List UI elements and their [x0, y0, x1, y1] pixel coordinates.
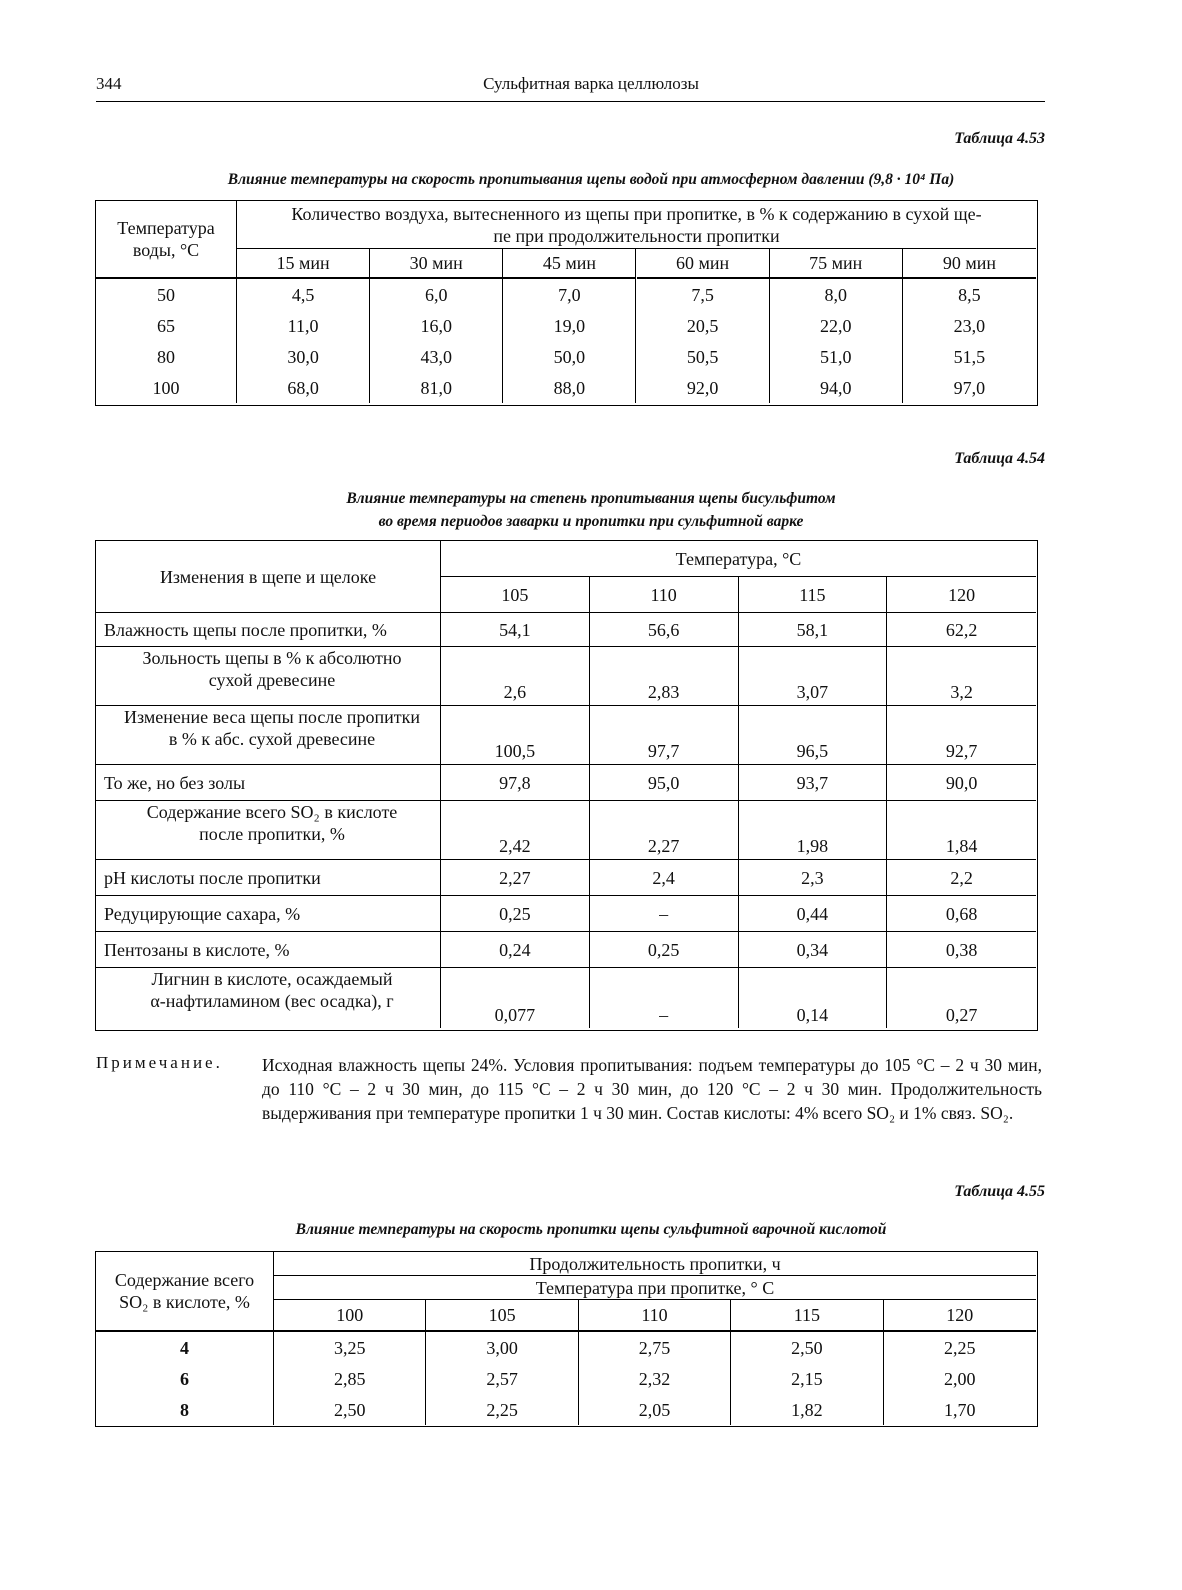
table-cell: 2,3	[739, 860, 888, 896]
table-cell: 3,25	[274, 1332, 426, 1363]
row-header-line: Содержание всего	[114, 1270, 255, 1290]
table-cell: 2,25	[426, 1394, 578, 1425]
table-cell: 2,57	[426, 1363, 578, 1394]
table-cell: 2,25	[944, 1337, 976, 1358]
table-cell: 3,00	[426, 1332, 578, 1363]
column-header: 120	[887, 577, 1036, 613]
table-row-label	[96, 968, 441, 1028]
table-cell: 97,0	[953, 377, 986, 398]
table-cell: 2,75	[579, 1332, 731, 1363]
table-cell: 0,34	[739, 932, 888, 968]
table-cell: 90,0	[887, 765, 1036, 801]
table-row-label-line: Содержание всего SO₂ в кислоте	[146, 802, 398, 822]
table-cell: 7,5	[637, 279, 770, 310]
table-row-label-line: в % к абс. сухой древесине	[168, 729, 376, 749]
table-row-label-line: Лигнин в кислоте, осаждаемый	[151, 969, 393, 989]
header-rule	[96, 101, 1045, 102]
table-cell: 93,7	[739, 765, 888, 801]
table-caption-455: Влияние температуры на скорость пропитки щепы сульфитной варочной кислотой	[295, 1221, 887, 1238]
table-cell: 92,0	[637, 372, 770, 403]
table-cell: 0,25	[441, 896, 590, 932]
table-cell: 97,8	[441, 765, 590, 801]
group-subheader: Температура при пропитке, ° С	[274, 1276, 1036, 1300]
table-cell: 94,0	[770, 372, 903, 403]
table-caption-454-line2: во время периодов заварки и пропитки при сульфитной варке	[378, 513, 804, 530]
table-cell: 2,83	[590, 647, 739, 706]
table-cell: 1,84	[887, 801, 1036, 860]
table-caption-454-line1: Влияние температуры на степень пропитывания щепы бисульфитом	[346, 490, 836, 507]
table-cell: 2,2	[887, 860, 1036, 896]
table-row-label-line: Изменение веса щепы после пропитки	[124, 707, 420, 727]
table-cell: 0,077	[441, 968, 590, 1028]
row-header: Изменения в щепе и щелоке	[96, 541, 441, 613]
table-cell: 1,98	[739, 801, 888, 860]
table-cell: 22,0	[770, 310, 903, 341]
table-row-label: 65	[96, 310, 237, 341]
table-cell: 3,2	[887, 647, 1036, 706]
column-header: 105	[441, 577, 590, 613]
table-cell: 16,0	[370, 310, 503, 341]
column-header: 45 мин	[503, 249, 636, 279]
table-cell: 2,05	[579, 1394, 731, 1425]
column-header: 120	[884, 1300, 1036, 1332]
table-cell: 0,24	[441, 932, 590, 968]
table-caption-453: Влияние температуры на скорость пропитывания щепы водой при атмосферном давлении (9,8 · 10⁴ Па)	[227, 171, 955, 188]
row-header-line: воды, °С	[132, 240, 200, 260]
table-cell: 23,0	[953, 315, 986, 336]
table-cell: 2,27	[590, 801, 739, 860]
table-cell: 97,7	[590, 706, 739, 765]
table-cell: 1,70	[944, 1399, 976, 1420]
table-cell: 2,27	[441, 860, 590, 896]
table-cell: 62,2	[887, 613, 1036, 647]
table-row-label-line: после пропитки, %	[199, 824, 345, 844]
table-cell: 11,0	[237, 310, 370, 341]
table-cell: 0,68	[887, 896, 1036, 932]
table-row-label: 50	[96, 279, 237, 310]
table-row-label: 100	[96, 372, 237, 403]
column-header: 105	[426, 1300, 578, 1332]
row-header	[96, 1252, 274, 1332]
table-cell: 54,1	[441, 613, 590, 647]
table-row-label: Влажность щепы после пропитки, %	[96, 613, 441, 647]
table-label-453: Таблица 4.53	[954, 130, 1045, 147]
column-header: 110	[579, 1300, 731, 1332]
table-cell: 2,85	[274, 1363, 426, 1394]
table-cell: 8,5	[958, 284, 981, 305]
table-cell: –	[590, 968, 739, 1028]
table-cell: 81,0	[370, 372, 503, 403]
table-cell: 96,5	[739, 706, 888, 765]
table-cell: 95,0	[590, 765, 739, 801]
group-header: Продолжительность пропитки, ч	[274, 1252, 1036, 1276]
group-header	[237, 201, 1036, 249]
table-cell: 2,42	[441, 801, 590, 860]
table-cell: 68,0	[237, 372, 370, 403]
table-cell: 7,0	[503, 279, 636, 310]
table-row-label-line: α-нафтиламином (вес осадка), г	[150, 991, 394, 1011]
group-header: Температура, °С	[441, 541, 1036, 577]
table-cell: 2,4	[590, 860, 739, 896]
column-header: 75 мин	[770, 249, 903, 279]
table-row-label-line: Зольность щепы в % к абсолютно	[142, 648, 402, 668]
table-cell: 51,0	[770, 341, 903, 372]
table-row-label	[96, 647, 441, 706]
table-cell: 43,0	[370, 341, 503, 372]
table-cell: 3,07	[739, 647, 888, 706]
column-header: 15 мин	[237, 249, 370, 279]
table-cell: 58,1	[739, 613, 888, 647]
table-row-label: Пентозаны в кислоте, %	[96, 932, 441, 968]
table-row-label	[96, 801, 441, 860]
row-header	[96, 201, 237, 279]
table-cell: –	[590, 896, 739, 932]
table-cell: 19,0	[503, 310, 636, 341]
table-cell: 2,6	[441, 647, 590, 706]
table-cell: 92,7	[887, 706, 1036, 765]
row-header-line: Температура	[117, 218, 215, 238]
table-cell: 2,32	[579, 1363, 731, 1394]
table-row-label: 80	[96, 341, 237, 372]
table-cell: 2,15	[731, 1363, 883, 1394]
table-cell: 30,0	[237, 341, 370, 372]
table-cell: 4,5	[237, 279, 370, 310]
table-cell: 1,82	[731, 1394, 883, 1425]
table-cell: 0,27	[945, 1005, 978, 1025]
table-cell: 88,0	[503, 372, 636, 403]
column-header: 115	[739, 577, 888, 613]
table-row-label	[96, 706, 441, 765]
page-number: 344	[96, 74, 122, 93]
table-row-label-line: сухой древесине	[208, 670, 336, 690]
table-row-label: 6	[96, 1363, 274, 1394]
table-row-label: 4	[96, 1332, 274, 1363]
table-row-label: pH кислоты после пропитки	[96, 860, 441, 896]
table-cell: 20,5	[637, 310, 770, 341]
table-cell: 0,14	[739, 968, 888, 1028]
table-label-455: Таблица 4.55	[954, 1183, 1045, 1200]
table-cell: 51,5	[953, 346, 986, 367]
group-header-line: Количество воздуха, вытесненного из щепы при пропитке, в % к содержанию в сухой ще-	[291, 203, 982, 224]
row-header-line: SO₂ в кислоте, %	[119, 1292, 250, 1312]
column-header: 30 мин	[370, 249, 503, 279]
running-title: Сульфитная варка целлюлозы	[483, 74, 699, 93]
table-cell: 0,44	[739, 896, 888, 932]
table-cell: 0,25	[590, 932, 739, 968]
note-text: Исходная влажность щепы 24%. Условия пропитывания: подъем температуры до 105 °С – 2 ч 30 мин, до 110 °С – 2 ч 30 мин, до 115 °С – 2 ч 30 мин, до 120 °С – 2 ч 30 мин. Продолжительность выдерживания при температуре пропитки 1 ч 30 мин. Состав кислоты: 4% всего SO₂ и 1% связ. SO₂.	[262, 1055, 1042, 1123]
table-454	[95, 540, 1038, 1031]
table-453	[95, 200, 1038, 406]
table-cell: 100,5	[441, 706, 590, 765]
column-header: 60 мин	[637, 249, 770, 279]
table-cell: 50,5	[637, 341, 770, 372]
column-header: 110	[590, 577, 739, 613]
table-cell: 0,38	[887, 932, 1036, 968]
table-row-label: Редуцирующие сахара, %	[96, 896, 441, 932]
column-header: 100	[274, 1300, 426, 1332]
table-cell: 2,50	[731, 1332, 883, 1363]
column-header: 90 мин	[903, 249, 1036, 279]
table-455	[95, 1251, 1038, 1427]
table-cell: 56,6	[590, 613, 739, 647]
group-header-line: пе при продолжительности пропитки	[493, 225, 780, 246]
table-row-label: 8	[96, 1394, 274, 1425]
table-cell: 2,50	[274, 1394, 426, 1425]
note-label: Примечание.	[96, 1053, 223, 1072]
table-cell: 50,0	[503, 341, 636, 372]
column-header: 115	[731, 1300, 883, 1332]
table-row-label: То же, но без золы	[96, 765, 441, 801]
table-label-454: Таблица 4.54	[954, 450, 1045, 467]
table-cell: 2,00	[944, 1368, 976, 1389]
table-cell: 8,0	[770, 279, 903, 310]
table-cell: 6,0	[370, 279, 503, 310]
